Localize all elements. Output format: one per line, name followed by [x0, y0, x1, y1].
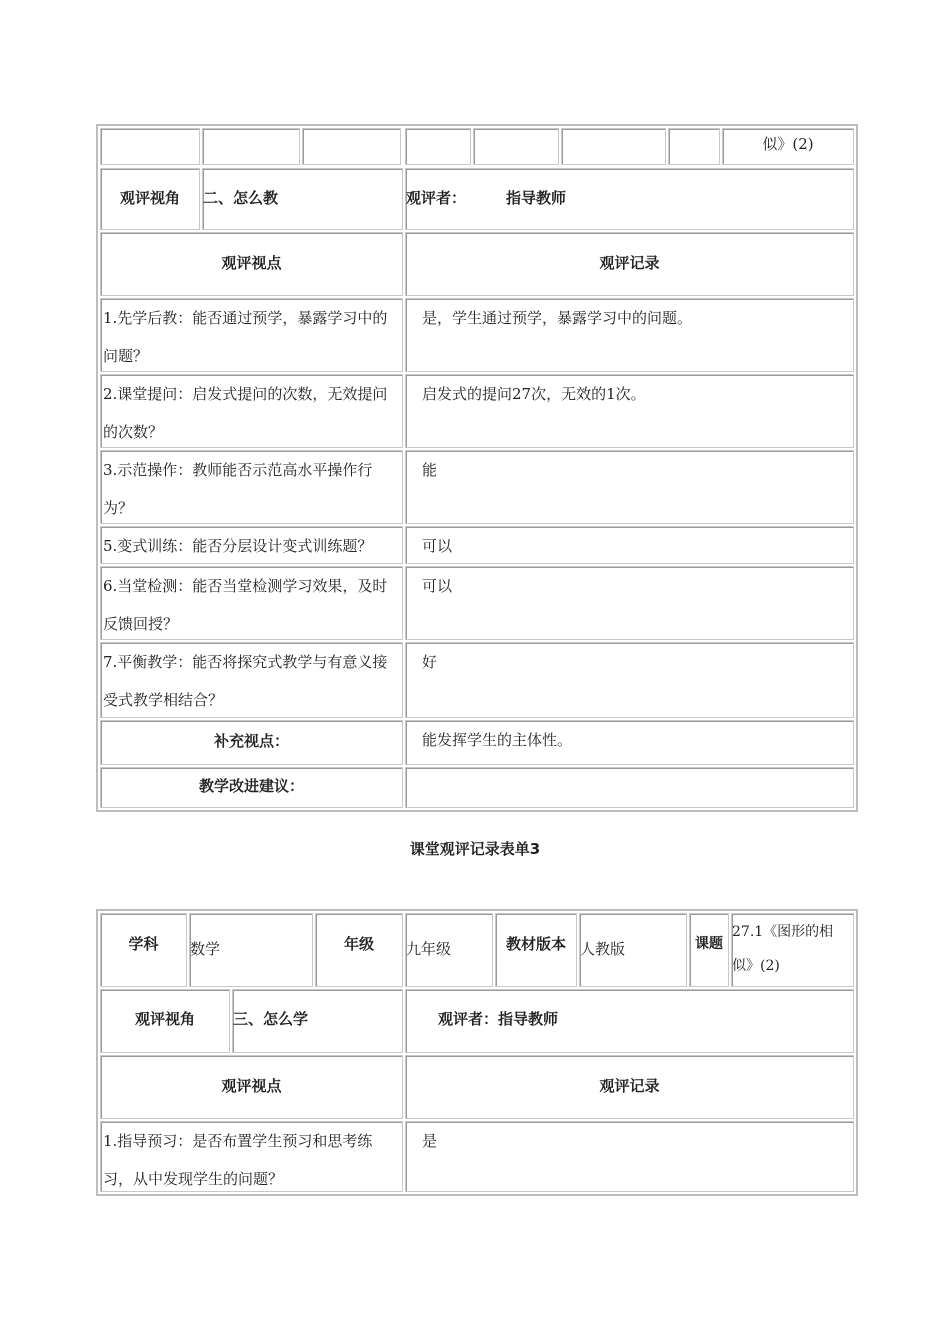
column-header-record: 观评记录 — [405, 232, 854, 296]
grade-label: 年级 — [315, 913, 403, 987]
observation-table-2 — [96, 124, 858, 812]
perspective-label: 观评视角 — [100, 989, 230, 1053]
perspective-label: 观评视角 — [100, 168, 200, 230]
observer-value: 指导教师 — [506, 189, 567, 207]
table-row-record: 能 — [405, 450, 854, 524]
table-row-record: 是，学生通过预学，暴露学习中的问题。 — [405, 298, 854, 372]
table-row-record: 启发式的提问27次，无效的1次。 — [405, 374, 854, 448]
observation-table-3 — [96, 909, 858, 1196]
subject-value: 数学 — [189, 913, 313, 987]
perspective-value: 二、怎么教 — [202, 168, 403, 230]
table-row-point: 3.示范操作：教师能否示范高水平操作行为？ — [100, 450, 403, 524]
observer-cell: 观评者：指导教师 — [405, 989, 854, 1053]
subject-label: 学科 — [100, 913, 187, 987]
suggestion-value — [405, 767, 854, 808]
edition-label: 教材版本 — [495, 913, 577, 987]
column-header-record: 观评记录 — [405, 1055, 854, 1119]
topic-value: 27.1《图形的相似》(2) — [731, 913, 854, 987]
table-row-point: 5.变式训练：能否分层设计变式训练题？ — [100, 526, 403, 564]
table-cell — [405, 128, 471, 165]
perspective-value: 三、怎么学 — [232, 989, 403, 1053]
topic-label: 课题 — [689, 913, 729, 987]
edition-value: 人教版 — [579, 913, 687, 987]
topic-tail: 似》(2) — [722, 128, 854, 165]
observer-label: 观评者： — [406, 189, 467, 207]
table-cell — [100, 128, 200, 165]
table-row-point: 6.当堂检测：能否当堂检测学习效果，及时反馈回授？ — [100, 566, 403, 640]
table-cell — [302, 128, 401, 165]
table-cell — [473, 128, 559, 165]
section-title: 课堂观评记录表单3 — [409, 840, 541, 858]
suggestion-label: 教学改进建议： — [100, 767, 403, 808]
column-header-point: 观评视点 — [100, 232, 403, 296]
table-row-point: 2.课堂提问：启发式提问的次数，无效提问的次数？ — [100, 374, 403, 448]
table-cell — [202, 128, 300, 165]
table-cell — [561, 128, 666, 165]
table-row-record: 好 — [405, 642, 854, 718]
grade-value: 九年级 — [405, 913, 493, 987]
column-header-point: 观评视点 — [100, 1055, 403, 1119]
table-row-point: 7.平衡教学：能否将探究式教学与有意义接受式教学相结合？ — [100, 642, 403, 718]
table-cell — [668, 128, 720, 165]
observer-cell — [405, 168, 854, 230]
table-row-point: 1.指导预习：是否布置学生预习和思考练习，从中发现学生的问题？ — [100, 1121, 403, 1192]
table-row-record: 是 — [405, 1121, 854, 1192]
supplement-value: 能发挥学生的主体性。 — [405, 720, 854, 765]
supplement-label: 补充视点： — [100, 720, 403, 765]
table-row-point: 1.先学后教：能否通过预学，暴露学习中的问题？ — [100, 298, 403, 372]
table-row-record: 可以 — [405, 566, 854, 640]
table-row-record: 可以 — [405, 526, 854, 564]
